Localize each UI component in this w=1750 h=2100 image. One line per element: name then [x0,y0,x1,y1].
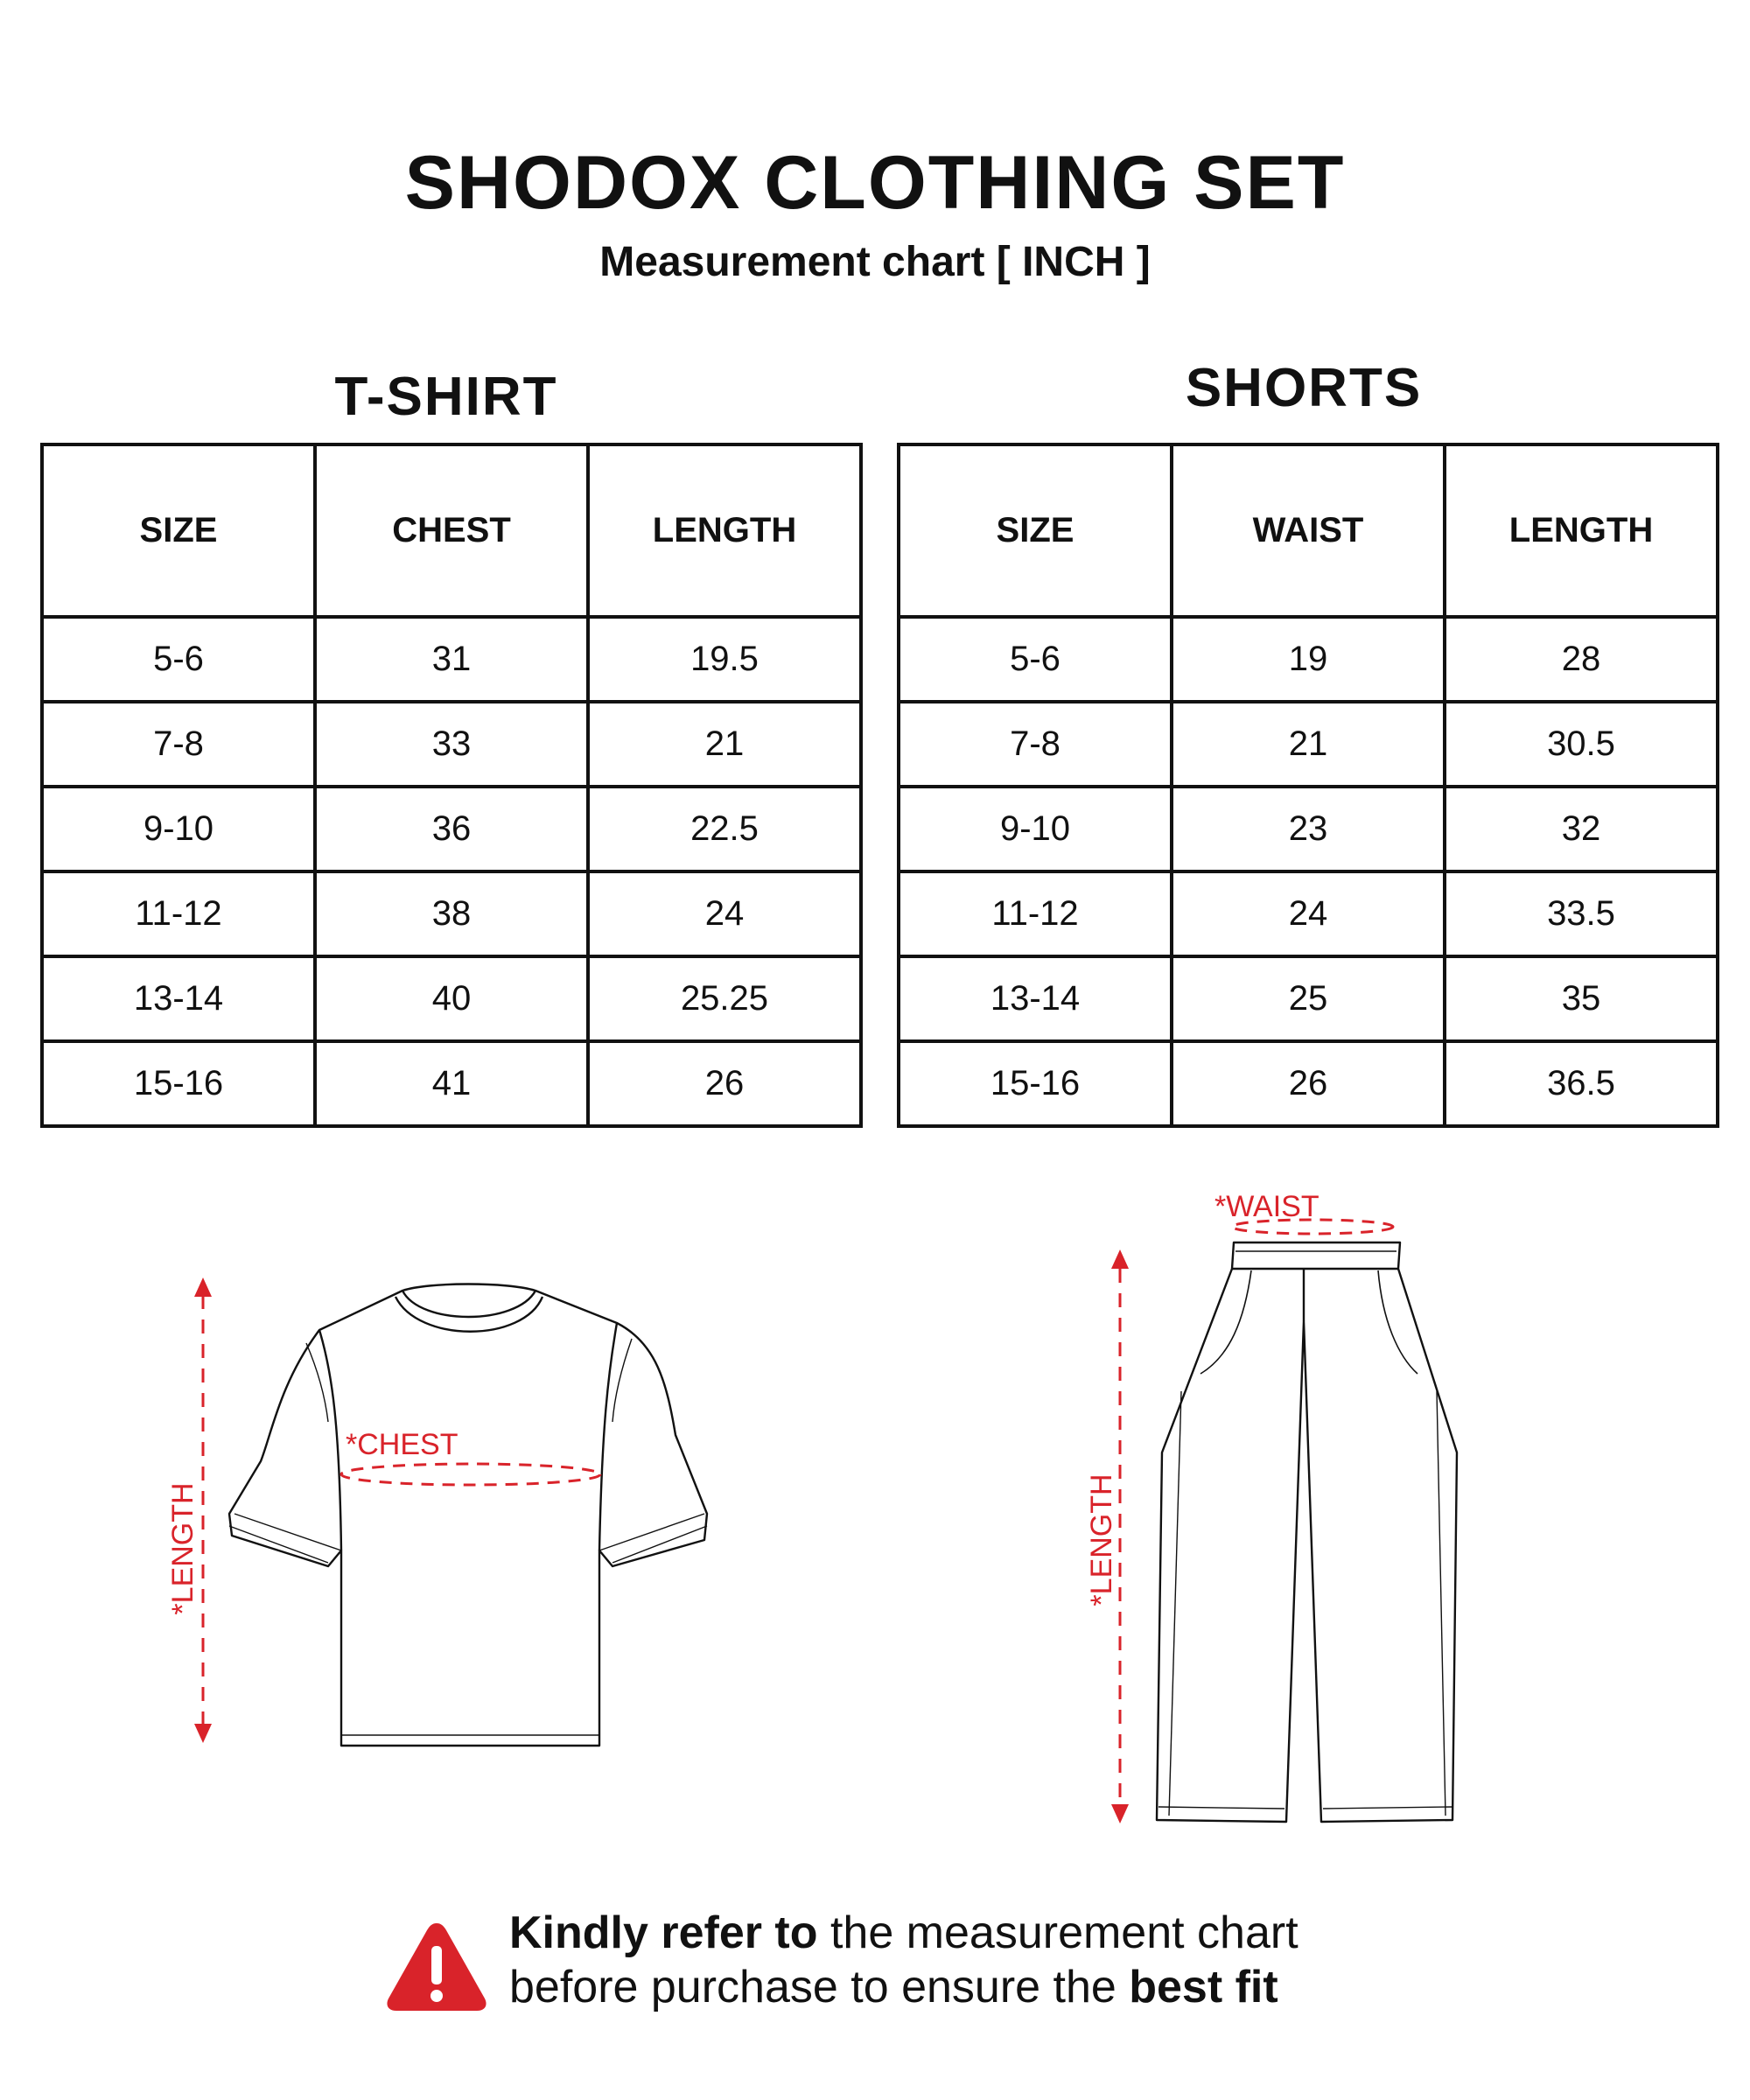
shorts-size-table [897,443,1719,1128]
length-cell: 30.5 [1445,702,1718,787]
chest-cell: 40 [315,956,588,1041]
tshirt-size-table [40,443,863,1128]
notice-bold-2: best fit [1129,1962,1278,2012]
chest-cell: 36 [315,787,588,872]
notice-bold-1: Kindly refer to [509,1908,818,1958]
table-row [899,956,1718,1041]
table-row [42,787,861,872]
table-row [899,872,1718,956]
table-row [899,787,1718,872]
notice-line-2 [509,1960,1750,2014]
warning-triangle-icon [385,1918,488,2012]
pants-diagram [1050,1190,1505,1846]
size-cell: 9-10 [899,787,1172,872]
size-cell: 13-14 [899,956,1172,1041]
tshirt-diagram [140,1260,752,1768]
column-header-length: LENGTH [588,444,861,617]
tshirt-table-title: T-SHIRT [334,367,558,427]
table-row [42,956,861,1041]
length-cell: 21 [588,702,861,787]
chest-label: *CHEST [346,1428,458,1461]
waist-cell: 19 [1172,617,1445,702]
notice-line-1 [509,1906,1750,1960]
table-row [899,702,1718,787]
notice-text-1: the measurement chart [817,1908,1298,1958]
chest-cell: 31 [315,617,588,702]
size-cell: 11-12 [899,872,1172,956]
length-cell: 22.5 [588,787,861,872]
chest-cell: 41 [315,1041,588,1126]
page-subtitle: Measurement chart [ INCH ] [599,239,1151,285]
waist-cell: 23 [1172,787,1445,872]
waist-cell: 26 [1172,1041,1445,1126]
chest-cell: 33 [315,702,588,787]
column-header-size: SIZE [42,444,315,617]
length-cell: 32 [1445,787,1718,872]
size-cell: 9-10 [42,787,315,872]
column-header-length: LENGTH [1445,444,1718,617]
length-cell: 19.5 [588,617,861,702]
size-cell: 15-16 [42,1041,315,1126]
waist-label: *WAIST [1214,1190,1320,1223]
table-header-row [42,444,861,617]
column-header-waist: WAIST [1172,444,1445,617]
size-cell: 13-14 [42,956,315,1041]
size-cell: 7-8 [899,702,1172,787]
shorts-table-title: SHORTS [1185,358,1423,418]
size-cell: 15-16 [899,1041,1172,1126]
waist-cell: 24 [1172,872,1445,956]
length-label: *LENGTH [1085,1474,1118,1606]
notice-text-2: before purchase to ensure the [509,1962,1130,2012]
size-cell: 7-8 [42,702,315,787]
page-title: SHODOX CLOTHING SET [404,141,1346,225]
length-cell: 26 [588,1041,861,1126]
size-cell: 5-6 [899,617,1172,702]
size-cell: 5-6 [42,617,315,702]
table-row [899,1041,1718,1126]
length-cell: 36.5 [1445,1041,1718,1126]
length-cell: 28 [1445,617,1718,702]
size-cell: 11-12 [42,872,315,956]
table-row [42,872,861,956]
column-header-size: SIZE [899,444,1172,617]
table-row [42,702,861,787]
length-cell: 25.25 [588,956,861,1041]
chest-cell: 38 [315,872,588,956]
tshirt-outline-icon [229,1284,707,1746]
table-row [899,617,1718,702]
table-row [42,617,861,702]
waist-cell: 21 [1172,702,1445,787]
table-header-row [899,444,1718,617]
table-row [42,1041,861,1126]
pants-outline-icon [1157,1242,1457,1822]
waist-cell: 25 [1172,956,1445,1041]
length-cell: 24 [588,872,861,956]
length-label: *LENGTH [166,1482,200,1615]
length-cell: 33.5 [1445,872,1718,956]
fit-notice [509,1906,1750,2014]
column-header-chest: CHEST [315,444,588,617]
length-cell: 35 [1445,956,1718,1041]
